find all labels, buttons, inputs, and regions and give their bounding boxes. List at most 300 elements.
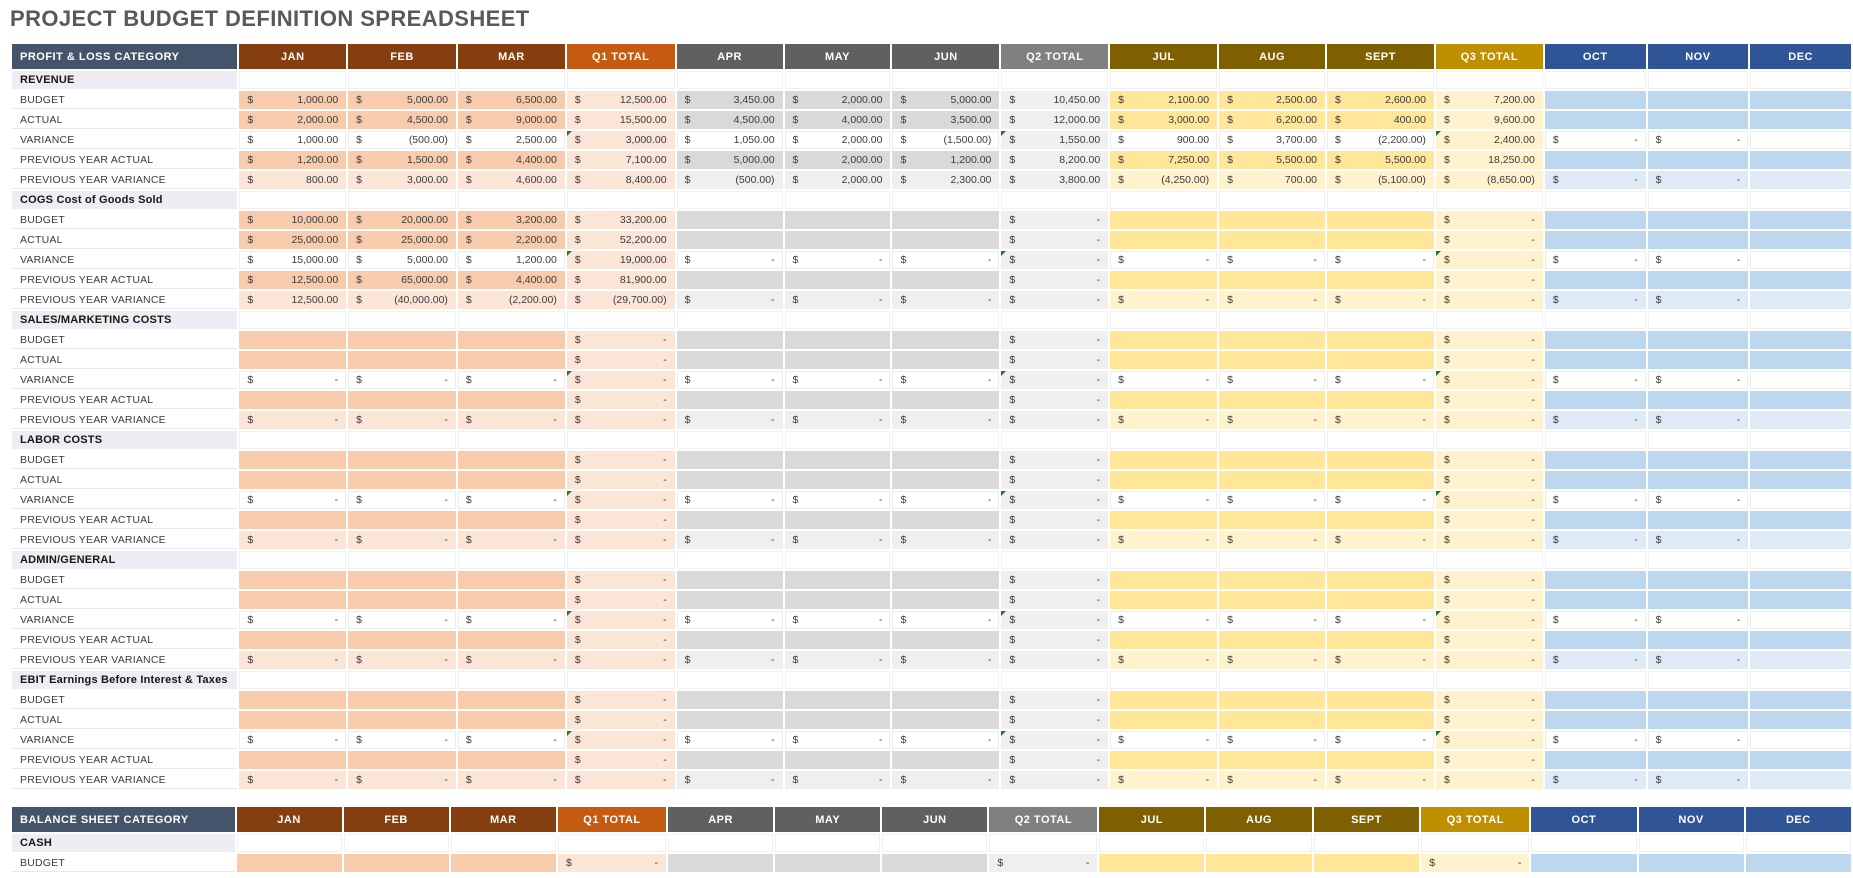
row-label-cell[interactable]: PREVIOUS YEAR ACTUAL xyxy=(12,631,237,649)
cell[interactable] xyxy=(677,351,783,369)
row-label-cell[interactable]: BUDGET xyxy=(12,854,235,872)
cell[interactable] xyxy=(1436,371,1543,389)
cell[interactable] xyxy=(677,71,783,89)
cell[interactable] xyxy=(1750,671,1851,689)
cell[interactable] xyxy=(239,531,346,549)
row-label-cell[interactable]: PREVIOUS YEAR ACTUAL xyxy=(12,151,237,169)
cell[interactable] xyxy=(785,191,891,209)
cell[interactable] xyxy=(785,371,891,389)
cell[interactable] xyxy=(567,391,675,409)
cell[interactable] xyxy=(677,471,783,489)
cell[interactable] xyxy=(785,291,891,309)
cell[interactable] xyxy=(677,551,783,569)
cell[interactable] xyxy=(1001,391,1108,409)
column-header-nov[interactable]: NOV xyxy=(1639,807,1744,832)
cell[interactable] xyxy=(892,171,999,189)
cell[interactable] xyxy=(1750,751,1851,769)
cell[interactable] xyxy=(785,691,891,709)
cell[interactable] xyxy=(1545,711,1646,729)
cell[interactable] xyxy=(1648,731,1749,749)
cell[interactable] xyxy=(458,71,565,89)
cell[interactable] xyxy=(567,771,675,789)
cell[interactable] xyxy=(1436,71,1543,89)
cell[interactable] xyxy=(785,411,891,429)
cell[interactable] xyxy=(892,711,999,729)
cell[interactable] xyxy=(567,731,675,749)
cell[interactable] xyxy=(785,671,891,689)
cell[interactable] xyxy=(567,91,675,109)
cell[interactable] xyxy=(348,651,456,669)
cell[interactable] xyxy=(1545,591,1646,609)
cell[interactable] xyxy=(1110,271,1217,289)
cell[interactable] xyxy=(1001,471,1108,489)
cell[interactable] xyxy=(1110,511,1217,529)
cell[interactable] xyxy=(1648,411,1749,429)
cell[interactable] xyxy=(348,671,456,689)
cell[interactable] xyxy=(458,411,565,429)
cell[interactable] xyxy=(348,391,456,409)
cell[interactable] xyxy=(458,591,565,609)
cell[interactable] xyxy=(1206,854,1311,872)
cell[interactable] xyxy=(1436,251,1543,269)
cell[interactable] xyxy=(1001,531,1108,549)
cell[interactable] xyxy=(1648,251,1749,269)
cell[interactable] xyxy=(892,551,999,569)
cell[interactable] xyxy=(1750,251,1851,269)
cell[interactable] xyxy=(1219,711,1325,729)
cell[interactable] xyxy=(1648,711,1749,729)
cell[interactable] xyxy=(677,651,783,669)
row-label-cell[interactable]: ACTUAL xyxy=(12,231,237,249)
cell[interactable] xyxy=(1436,611,1543,629)
cell[interactable] xyxy=(1545,731,1646,749)
cell[interactable] xyxy=(1750,411,1851,429)
cell[interactable] xyxy=(1750,211,1851,229)
cell[interactable] xyxy=(1219,271,1325,289)
cell[interactable] xyxy=(348,91,456,109)
cell[interactable] xyxy=(1648,531,1749,549)
cell[interactable] xyxy=(892,391,999,409)
cell[interactable] xyxy=(775,854,880,872)
cell[interactable] xyxy=(1750,151,1851,169)
cell[interactable] xyxy=(458,111,565,129)
cell[interactable] xyxy=(1110,711,1217,729)
cell[interactable] xyxy=(677,371,783,389)
cell[interactable] xyxy=(567,131,675,149)
cell[interactable] xyxy=(1327,311,1434,329)
cell[interactable] xyxy=(1750,171,1851,189)
cell[interactable] xyxy=(1327,511,1434,529)
column-header-oct[interactable]: OCT xyxy=(1545,44,1646,69)
cell[interactable] xyxy=(677,391,783,409)
column-header-aug[interactable]: AUG xyxy=(1219,44,1325,69)
cell[interactable] xyxy=(348,211,456,229)
cell[interactable] xyxy=(1750,191,1851,209)
column-header-nov[interactable]: NOV xyxy=(1648,44,1749,69)
cell[interactable] xyxy=(348,411,456,429)
cell[interactable] xyxy=(892,131,999,149)
cell[interactable] xyxy=(1327,231,1434,249)
cell[interactable] xyxy=(1219,111,1325,129)
cell[interactable] xyxy=(567,231,675,249)
cell[interactable] xyxy=(458,331,565,349)
cell[interactable] xyxy=(1327,211,1434,229)
cell[interactable] xyxy=(882,834,987,852)
cell[interactable] xyxy=(1421,834,1529,852)
cell[interactable] xyxy=(458,431,565,449)
cell[interactable] xyxy=(348,631,456,649)
cell[interactable] xyxy=(567,691,675,709)
row-label-cell[interactable]: PREVIOUS YEAR VARIANCE xyxy=(12,531,237,549)
cell[interactable] xyxy=(567,151,675,169)
cell[interactable] xyxy=(567,551,675,569)
cell[interactable] xyxy=(892,151,999,169)
cell[interactable] xyxy=(1327,671,1434,689)
cell[interactable] xyxy=(1219,731,1325,749)
cell[interactable] xyxy=(1648,491,1749,509)
cell[interactable] xyxy=(677,251,783,269)
cell[interactable] xyxy=(239,151,346,169)
cell[interactable] xyxy=(1219,651,1325,669)
cell[interactable] xyxy=(1327,431,1434,449)
cell[interactable] xyxy=(1545,371,1646,389)
cell[interactable] xyxy=(1545,431,1646,449)
cell[interactable] xyxy=(458,571,565,589)
cell[interactable] xyxy=(1750,451,1851,469)
cell[interactable] xyxy=(239,211,346,229)
cell[interactable] xyxy=(1750,371,1851,389)
cell[interactable] xyxy=(458,151,565,169)
cell[interactable] xyxy=(882,854,987,872)
cell[interactable] xyxy=(348,451,456,469)
cell[interactable] xyxy=(1436,531,1543,549)
cell[interactable] xyxy=(1219,311,1325,329)
cell[interactable] xyxy=(567,431,675,449)
cell[interactable] xyxy=(1110,171,1217,189)
cell[interactable] xyxy=(1327,591,1434,609)
cell[interactable] xyxy=(1750,571,1851,589)
column-header-q2-total[interactable]: Q2 TOTAL xyxy=(989,807,1097,832)
column-header-feb[interactable]: FEB xyxy=(348,44,456,69)
column-header-jun[interactable]: JUN xyxy=(892,44,999,69)
cell[interactable] xyxy=(1648,311,1749,329)
cell[interactable] xyxy=(1327,631,1434,649)
cell[interactable] xyxy=(677,771,783,789)
cell[interactable] xyxy=(1746,834,1851,852)
cell[interactable] xyxy=(785,771,891,789)
cell[interactable] xyxy=(892,411,999,429)
cell[interactable] xyxy=(677,231,783,249)
cell[interactable] xyxy=(677,751,783,769)
cell[interactable] xyxy=(677,711,783,729)
row-label-cell[interactable]: VARIANCE xyxy=(12,251,237,269)
cell[interactable] xyxy=(1750,691,1851,709)
cell[interactable] xyxy=(1648,771,1749,789)
column-header-sept[interactable]: SEPT xyxy=(1327,44,1434,69)
cell[interactable] xyxy=(785,271,891,289)
cell[interactable] xyxy=(1648,371,1749,389)
cell[interactable] xyxy=(458,271,565,289)
cell[interactable] xyxy=(1110,111,1217,129)
section-label-sales-marketing-costs[interactable]: SALES/MARKETING COSTS xyxy=(12,311,237,329)
cell[interactable] xyxy=(1001,551,1108,569)
cell[interactable] xyxy=(1001,231,1108,249)
cell[interactable] xyxy=(1639,854,1744,872)
cell[interactable] xyxy=(1545,331,1646,349)
cell[interactable] xyxy=(239,291,346,309)
cell[interactable] xyxy=(892,471,999,489)
cell[interactable] xyxy=(458,751,565,769)
cell[interactable] xyxy=(892,331,999,349)
cell[interactable] xyxy=(1219,211,1325,229)
cell[interactable] xyxy=(567,631,675,649)
cell[interactable] xyxy=(458,671,565,689)
cell[interactable] xyxy=(892,371,999,389)
cell[interactable] xyxy=(1436,771,1543,789)
cell[interactable] xyxy=(1110,491,1217,509)
cell[interactable] xyxy=(677,731,783,749)
cell[interactable] xyxy=(785,111,891,129)
cell[interactable] xyxy=(237,834,342,852)
cell[interactable] xyxy=(892,311,999,329)
cell[interactable] xyxy=(1750,331,1851,349)
cell[interactable] xyxy=(785,651,891,669)
cell[interactable] xyxy=(348,171,456,189)
cell[interactable] xyxy=(785,431,891,449)
cell[interactable] xyxy=(785,471,891,489)
cell[interactable] xyxy=(458,511,565,529)
cell[interactable] xyxy=(348,431,456,449)
column-header-q2-total[interactable]: Q2 TOTAL xyxy=(1001,44,1108,69)
cell[interactable] xyxy=(1110,91,1217,109)
cell[interactable] xyxy=(567,251,675,269)
cell[interactable] xyxy=(1110,551,1217,569)
cell[interactable] xyxy=(567,311,675,329)
cell[interactable] xyxy=(785,731,891,749)
column-header-q1-total[interactable]: Q1 TOTAL xyxy=(558,807,666,832)
cell[interactable] xyxy=(1436,671,1543,689)
cell[interactable] xyxy=(1219,451,1325,469)
cell[interactable] xyxy=(1001,411,1108,429)
cell[interactable] xyxy=(1110,351,1217,369)
cell[interactable] xyxy=(1110,531,1217,549)
cell[interactable] xyxy=(1648,451,1749,469)
row-label-cell[interactable]: PREVIOUS YEAR VARIANCE xyxy=(12,291,237,309)
row-label-cell[interactable]: BUDGET xyxy=(12,331,237,349)
cell[interactable] xyxy=(677,591,783,609)
cell[interactable] xyxy=(1750,91,1851,109)
cell[interactable] xyxy=(1001,211,1108,229)
cell[interactable] xyxy=(892,511,999,529)
cell[interactable] xyxy=(785,711,891,729)
cell[interactable] xyxy=(1327,711,1434,729)
column-header-sept[interactable]: SEPT xyxy=(1314,807,1420,832)
cell[interactable] xyxy=(1327,771,1434,789)
cell[interactable] xyxy=(1110,231,1217,249)
column-header-mar[interactable]: MAR xyxy=(458,44,565,69)
cell[interactable] xyxy=(785,391,891,409)
cell[interactable] xyxy=(1750,611,1851,629)
column-header-apr[interactable]: APR xyxy=(677,44,783,69)
cell[interactable] xyxy=(1750,531,1851,549)
cell[interactable] xyxy=(1110,431,1217,449)
cell[interactable] xyxy=(1110,151,1217,169)
cell[interactable] xyxy=(1314,834,1420,852)
cell[interactable] xyxy=(1545,651,1646,669)
cell[interactable] xyxy=(892,691,999,709)
cell[interactable] xyxy=(1219,591,1325,609)
cell[interactable] xyxy=(348,531,456,549)
cell[interactable] xyxy=(1327,491,1434,509)
cell[interactable] xyxy=(1219,551,1325,569)
cell[interactable] xyxy=(1746,854,1851,872)
cell[interactable] xyxy=(785,331,891,349)
cell[interactable] xyxy=(668,834,773,852)
cell[interactable] xyxy=(567,351,675,369)
cell[interactable] xyxy=(1436,591,1543,609)
cell[interactable] xyxy=(785,151,891,169)
column-header-feb[interactable]: FEB xyxy=(344,807,449,832)
row-label-cell[interactable]: PREVIOUS YEAR VARIANCE xyxy=(12,651,237,669)
cell[interactable] xyxy=(1219,291,1325,309)
row-label-cell[interactable]: BUDGET xyxy=(12,571,237,589)
cell[interactable] xyxy=(1110,291,1217,309)
cell[interactable] xyxy=(567,651,675,669)
cell[interactable] xyxy=(348,191,456,209)
cell[interactable] xyxy=(348,551,456,569)
cell[interactable] xyxy=(1436,211,1543,229)
cell[interactable] xyxy=(567,111,675,129)
cell[interactable] xyxy=(1001,371,1108,389)
cell[interactable] xyxy=(1545,271,1646,289)
cell[interactable] xyxy=(348,331,456,349)
cell[interactable] xyxy=(239,391,346,409)
cell[interactable] xyxy=(1327,611,1434,629)
cell[interactable] xyxy=(1421,854,1529,872)
cell[interactable] xyxy=(567,191,675,209)
cell[interactable] xyxy=(1545,491,1646,509)
cell[interactable] xyxy=(892,291,999,309)
cell[interactable] xyxy=(1327,531,1434,549)
cell[interactable] xyxy=(1219,771,1325,789)
cell[interactable] xyxy=(1001,131,1108,149)
cell[interactable] xyxy=(1327,451,1434,469)
cell[interactable] xyxy=(1219,71,1325,89)
cell[interactable] xyxy=(348,111,456,129)
cell[interactable] xyxy=(1327,191,1434,209)
cell[interactable] xyxy=(1750,231,1851,249)
row-label-cell[interactable]: VARIANCE xyxy=(12,131,237,149)
cell[interactable] xyxy=(1750,771,1851,789)
cell[interactable] xyxy=(677,211,783,229)
cell[interactable] xyxy=(458,471,565,489)
cell[interactable] xyxy=(1750,551,1851,569)
cell[interactable] xyxy=(1219,91,1325,109)
cell[interactable] xyxy=(458,371,565,389)
cell[interactable] xyxy=(1648,431,1749,449)
cell[interactable] xyxy=(1436,471,1543,489)
row-label-cell[interactable]: PREVIOUS YEAR ACTUAL xyxy=(12,511,237,529)
cell[interactable] xyxy=(1206,834,1311,852)
cell[interactable] xyxy=(1110,771,1217,789)
cell[interactable] xyxy=(1750,351,1851,369)
column-header-aug[interactable]: AUG xyxy=(1206,807,1311,832)
cell[interactable] xyxy=(348,371,456,389)
cell[interactable] xyxy=(892,231,999,249)
cell[interactable] xyxy=(1436,131,1543,149)
cell[interactable] xyxy=(1750,631,1851,649)
cell[interactable] xyxy=(1750,731,1851,749)
cell[interactable] xyxy=(668,854,773,872)
cell[interactable] xyxy=(1545,531,1646,549)
cell[interactable] xyxy=(677,691,783,709)
row-label-cell[interactable]: PREVIOUS YEAR ACTUAL xyxy=(12,271,237,289)
cell[interactable] xyxy=(1648,171,1749,189)
cell[interactable] xyxy=(567,451,675,469)
cell[interactable] xyxy=(1110,451,1217,469)
cell[interactable] xyxy=(1648,211,1749,229)
section-label-admin-general[interactable]: ADMIN/GENERAL xyxy=(12,551,237,569)
cell[interactable] xyxy=(1099,854,1204,872)
cell[interactable] xyxy=(1545,511,1646,529)
cell[interactable] xyxy=(1648,191,1749,209)
row-label-cell[interactable]: ACTUAL xyxy=(12,711,237,729)
cell[interactable] xyxy=(1110,571,1217,589)
cell[interactable] xyxy=(785,351,891,369)
cell[interactable] xyxy=(1219,351,1325,369)
cell[interactable] xyxy=(239,711,346,729)
cell[interactable] xyxy=(239,571,346,589)
cell[interactable] xyxy=(1436,311,1543,329)
cell[interactable] xyxy=(785,591,891,609)
cell[interactable] xyxy=(1001,151,1108,169)
cell[interactable] xyxy=(458,691,565,709)
cell[interactable] xyxy=(1327,91,1434,109)
cell[interactable] xyxy=(785,171,891,189)
cell[interactable] xyxy=(1545,611,1646,629)
cell[interactable] xyxy=(677,91,783,109)
cell[interactable] xyxy=(458,731,565,749)
column-header-may[interactable]: MAY xyxy=(775,807,880,832)
cell[interactable] xyxy=(239,511,346,529)
cell[interactable] xyxy=(458,191,565,209)
cell[interactable] xyxy=(1001,331,1108,349)
row-label-cell[interactable]: PREVIOUS YEAR VARIANCE xyxy=(12,771,237,789)
column-header-dec[interactable]: DEC xyxy=(1750,44,1851,69)
cell[interactable] xyxy=(1001,271,1108,289)
cell[interactable] xyxy=(1436,351,1543,369)
cell[interactable] xyxy=(239,471,346,489)
cell[interactable] xyxy=(677,511,783,529)
cell[interactable] xyxy=(892,71,999,89)
cell[interactable] xyxy=(567,371,675,389)
cell[interactable] xyxy=(1436,91,1543,109)
column-header-balance-sheet-category[interactable]: BALANCE SHEET CATEGORY xyxy=(12,807,235,832)
cell[interactable] xyxy=(1327,111,1434,129)
cell[interactable] xyxy=(458,251,565,269)
cell[interactable] xyxy=(567,491,675,509)
row-label-cell[interactable]: BUDGET xyxy=(12,451,237,469)
cell[interactable] xyxy=(677,331,783,349)
cell[interactable] xyxy=(1001,171,1108,189)
cell[interactable] xyxy=(1750,471,1851,489)
cell[interactable] xyxy=(458,351,565,369)
column-header-jan[interactable]: JAN xyxy=(237,807,342,832)
cell[interactable] xyxy=(1110,371,1217,389)
cell[interactable] xyxy=(1545,251,1646,269)
cell[interactable] xyxy=(1436,711,1543,729)
cell[interactable] xyxy=(1327,371,1434,389)
